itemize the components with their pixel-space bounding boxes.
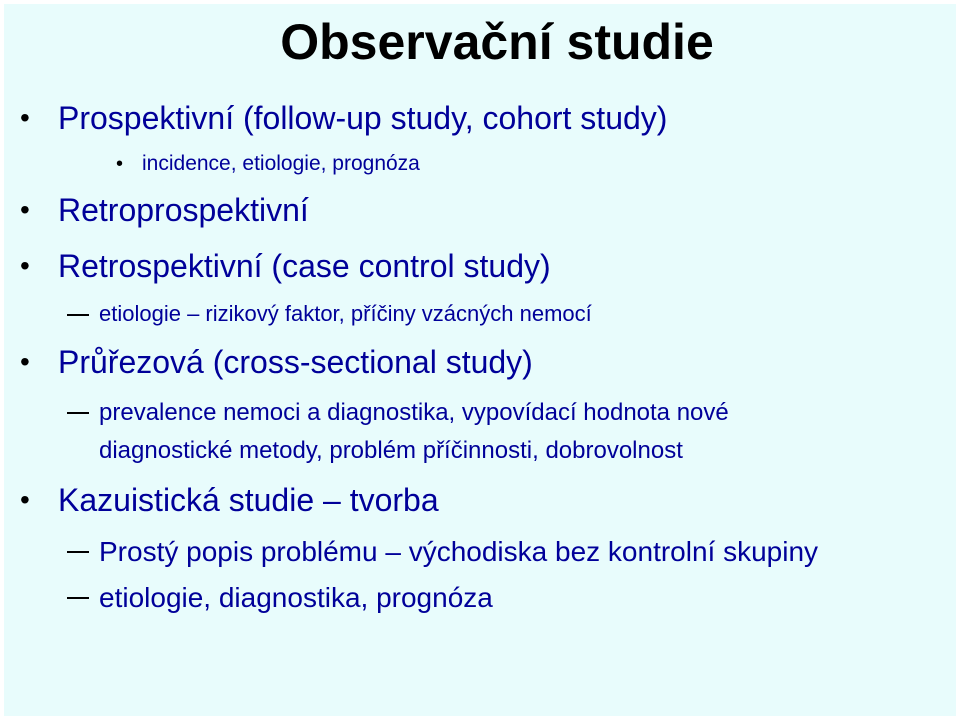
- bullet-icon: •: [20, 484, 30, 515]
- bullet-icon: •: [20, 102, 30, 133]
- sub-bullet-item-incidence: incidence, etiologie, prognóza: [142, 152, 420, 175]
- bullet-icon: •: [20, 346, 30, 377]
- dash-icon: [67, 314, 89, 316]
- sub-bullet-icon: •: [116, 153, 124, 175]
- dash-item-etiology-diagnostics: etiologie, diagnostika, prognóza: [99, 582, 493, 613]
- dash-item-etiology: etiologie – rizikový faktor, příčiny vzácných nemocí: [99, 301, 592, 326]
- slide-title: Observační studie: [280, 14, 714, 70]
- bullet-item-retrospective: Retrospektivní (case control study): [58, 248, 551, 284]
- dash-icon: [67, 551, 89, 553]
- dash-icon: [67, 412, 89, 414]
- bullet-item-prospective: Prospektivní (follow-up study, cohort study): [58, 100, 668, 136]
- dash-item-prevalence-continuation: diagnostické metody, problém příčinnosti, dobrovolnost: [99, 437, 683, 464]
- dash-item-simple-description: Prostý popis problému – východiska bez kontrolní skupiny: [99, 536, 819, 567]
- bullet-item-cross-sectional: Průřezová (cross-sectional study): [58, 344, 533, 380]
- dash-icon: [67, 597, 89, 599]
- bullet-icon: •: [20, 250, 30, 281]
- bullet-icon: •: [20, 194, 30, 225]
- bullet-item-retroprospective: Retroprospektivní: [58, 192, 309, 228]
- dash-item-prevalence: prevalence nemoci a diagnostika, vypovídací hodnota nové: [99, 399, 729, 426]
- bullet-item-case-study: Kazuistická studie – tvorba: [58, 482, 439, 518]
